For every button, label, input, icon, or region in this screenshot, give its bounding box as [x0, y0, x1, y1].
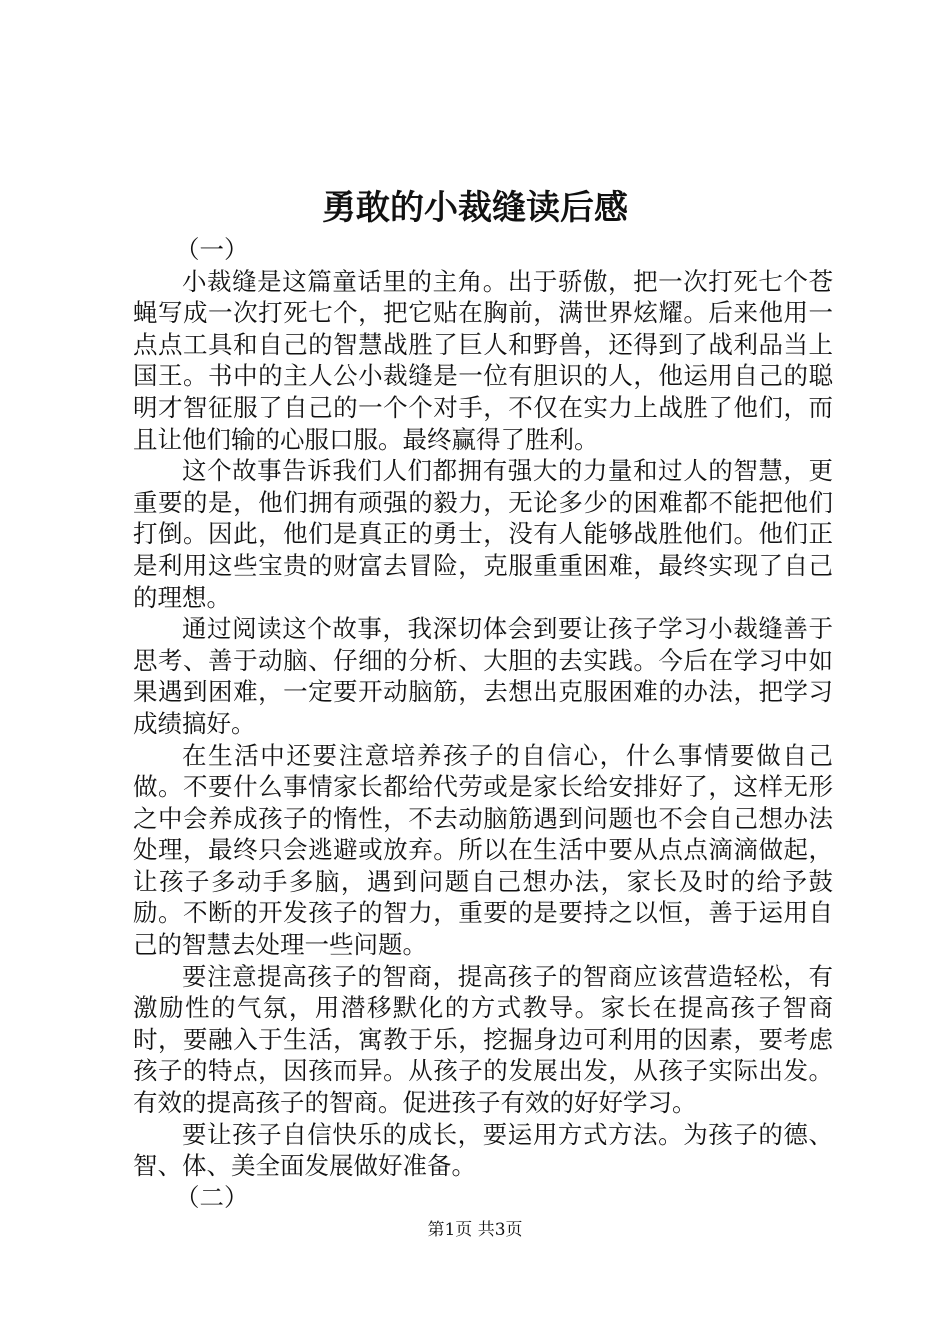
document-body: [133, 234, 833, 1213]
page-footer: 第1页 共3页: [427, 1220, 523, 1240]
paragraph: 这个故事告诉我们人们都拥有强大的力量和过人的智慧，更重要的是，他们拥有顽强的毅力，无论多少的困难都不能把他们打倒。因此，他们是真正的勇士，没有人能够战胜他们。他们正是利用这些宝贵的财富去冒险，克服重重困难，最终实现了自己的理想。: [133, 456, 833, 612]
document-title: 勇敢的小裁缝读后感: [322, 188, 628, 228]
section-heading-1: （一）: [175, 235, 249, 264]
paragraph: 在生活中还要注意培养孩子的自信心，什么事情要做自己做。不要什么事情家长都给代劳或是家长给安排好了，这样无形之中会养成孩子的惰性，不去动脑筋遇到问题也不会自己想办法处理，最终只会逃避或放弃。所以在生活中要从点点滴滴做起，让孩子多动手多脑，遇到问题自己想办法，家长及时的给予鼓励。不断的开发孩子的智力，重要的是要持之以恒，善于运用自己的智慧去处理一些问题。: [133, 740, 833, 960]
paragraph: 通过阅读这个故事，我深切体会到要让孩子学习小裁缝善于思考、善于动脑、仔细的分析、大胆的去实践。今后在学习中如果遇到困难，一定要开动脑筋，去想出克服困难的办法，把学习成绩搞好。: [133, 614, 833, 738]
section-heading-2: （二）: [175, 1182, 249, 1212]
paragraph: 小裁缝是这篇童话里的主角。出于骄傲，把一次打死七个苍蝇写成一次打死七个，把它贴在胸前，满世界炫耀。后来他用一点点工具和自己的智慧战胜了巨人和野兽，还得到了战利品当上国王。书中的主人公小裁缝是一位有胆识的人，他运用自己的聪明才智征服了自己的一个个对手，不仅在实力上战胜了他们，而且让他们输的心服口服。最终赢得了胜利。: [133, 266, 833, 454]
paragraph: 要注意提高孩子的智商，提高孩子的智商应该营造轻松，有激励性的气氛，用潜移默化的方式教导。家长在提高孩子智商时，要融入于生活，寓教于乐，挖掘身边可利用的因素，要考虑孩子的特点，因孩而异。从孩子的发展出发，从孩子实际出发。有效的提高孩子的智商。促进孩子有效的好好学习。: [133, 961, 833, 1118]
paragraph: 要让孩子自信快乐的成长，要运用方式方法。为孩子的德、智、体、美全面发展做好准备。: [133, 1119, 833, 1181]
